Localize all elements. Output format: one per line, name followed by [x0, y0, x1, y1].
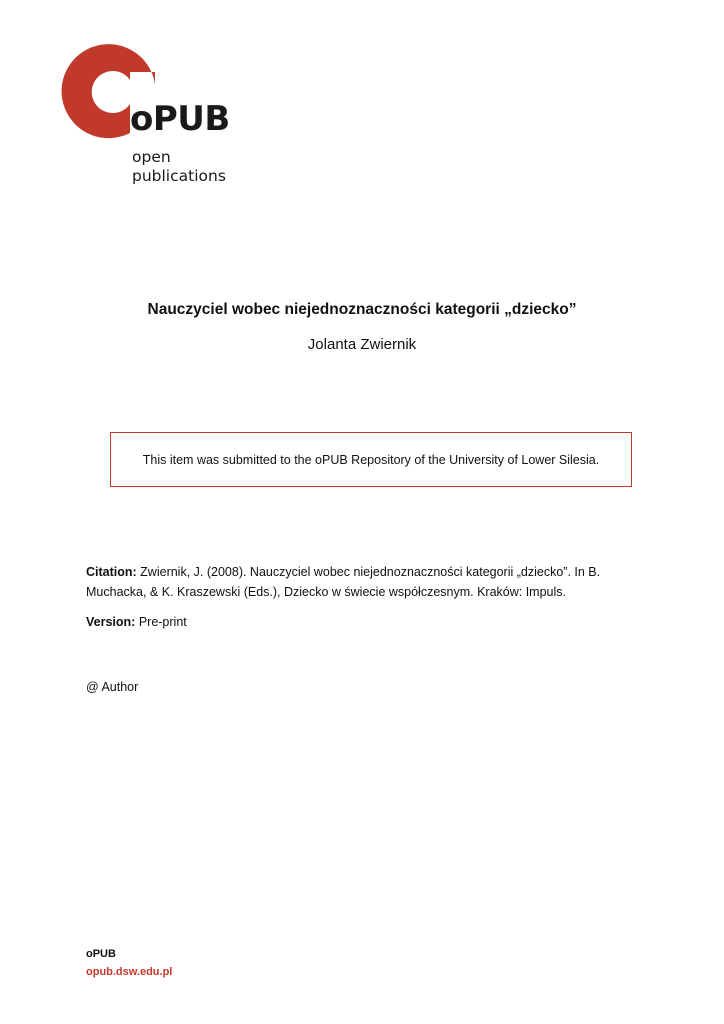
citation-label: Citation:	[86, 565, 137, 579]
repository-notice-box	[110, 432, 632, 487]
version-block	[86, 612, 646, 632]
opub-logo	[60, 42, 260, 192]
rights-statement: @ Author	[86, 680, 139, 694]
document-author: Jolanta Zwiernik	[307, 336, 417, 353]
logo-wordmark: oPUB	[130, 99, 230, 139]
logo-subtitle-line-2: publications	[132, 167, 226, 185]
citation-text: Zwiernik, J. (2008). Nauczyciel wobec niejednoznaczności kategorii „dziecko”. In B. Muchacka, & K. Kraszewski (Eds.), Dziecko w świecie współczesnym. Kraków: Impuls.	[86, 565, 601, 599]
footer-url-link[interactable]: opub.dsw.edu.pl	[86, 966, 173, 978]
version-text: Pre-print	[138, 615, 187, 629]
document-title: Nauczyciel wobec niejednoznaczności kategorii „dziecko”	[147, 301, 577, 318]
version-label: Version:	[86, 615, 136, 629]
footer-brand-name: oPUB	[86, 948, 116, 960]
logo-subtitle-line-1: open	[132, 148, 171, 166]
citation-block	[86, 562, 646, 602]
repository-notice-text: This item was submitted to the oPUB Repository of the University of Lower Silesia.	[142, 452, 600, 467]
logo-subtitle	[132, 148, 226, 186]
